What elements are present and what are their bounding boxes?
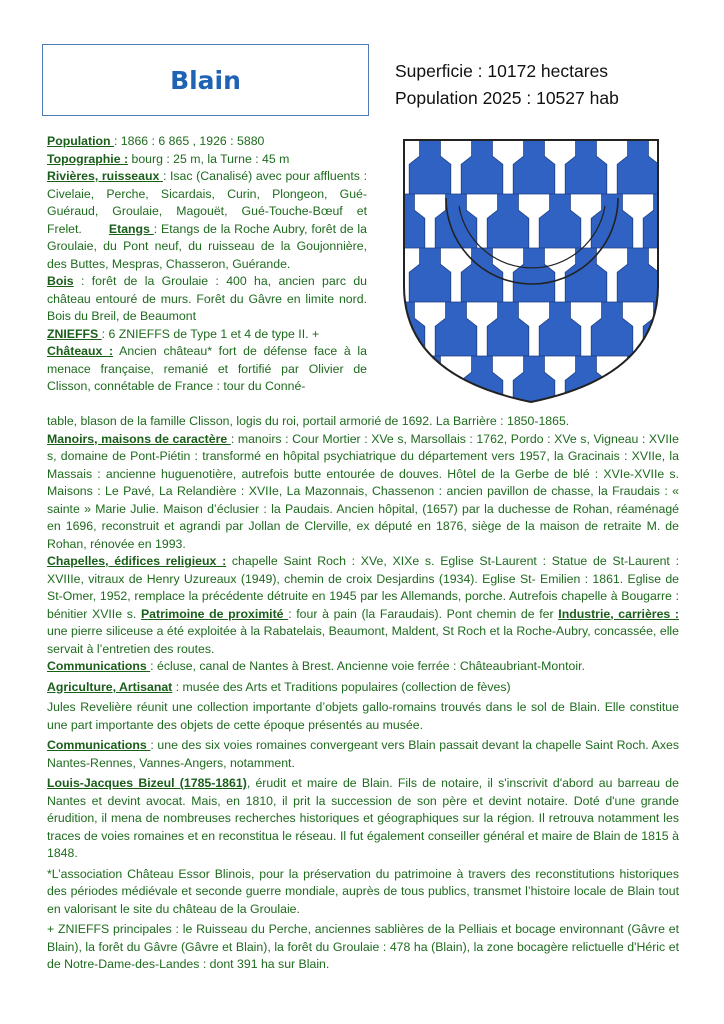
vair-pane <box>669 356 676 406</box>
bizeul-paragraph <box>47 775 679 863</box>
vair-pane <box>669 248 676 302</box>
superficie: Superficie : 10172 hectares <box>395 61 609 81</box>
chateaux-label: Châteaux : <box>47 344 114 358</box>
znieffs-principales-paragraph: + ZNIEFFS principales : le Ruisseau du Perche, anciennes sablières de la Pelliais et bocage environnant (Gâvre et Blain), la forêt du Gâvre (Gâvre et Blain), la forêt du Groulaie : 478 ha (Blain), la zone bocagère relictuelle d'Héric et de Notre-Dame-des-Landes : dont 391 ha sur Blain. <box>47 922 679 971</box>
chapelles-label: Chapelles, édifices religieux : <box>47 554 227 568</box>
communications-2-paragraph <box>47 737 679 772</box>
population-text: : 1866 : 6 865 , 1926 : 5880 <box>113 134 265 148</box>
bois-line <box>47 273 367 326</box>
agriculture-label: Agriculture, Artisanat <box>47 679 173 694</box>
bizeul-text: , érudit et maire de Blain. Fils de notaire, il s'inscrivit d'abord au barreau de Nantes et devint avocat. Mais, en 1810, il prit la succession de son père et devint notaire. Doté d'une grande érudition, il mena de nombreuses recherches historiques et géographiques sur la région. Il retrouva notamment les traces de voies romaines et en reconstitua le réseau. Il fut également conseiller général et maire de Blain de 1815 à 1848. <box>47 776 679 860</box>
rivieres-text: : Isac (Canalisé) avec pour affluents : Civelaie, Perche, Sicardais, Curin, Plongeon, Gué-Guéraud, Groulaie, Magouët, Gué-Touche-Bœuf et Frelet. <box>47 169 367 236</box>
vair-pane <box>386 248 399 302</box>
topographie-label: Topographie : <box>47 151 129 166</box>
patrimoine-text: : four à pain (la Faraudais). Pont chemin de fer <box>288 606 559 621</box>
title-box <box>42 44 369 116</box>
communications-1-text: : écluse, canal de Nantes à Brest. Ancienne voie ferrée : Châteaubriant-Montoir. <box>150 659 585 673</box>
chateaux-continued: table, blason de la famille Clisson, logis du roi, portail armorié de 1692. La Barrière : 1850-1865. <box>47 414 570 428</box>
etangs-label: Etangs <box>108 221 154 236</box>
vair-pane <box>669 140 676 194</box>
communications-2-label: Communications <box>47 738 151 752</box>
agriculture-line <box>47 679 679 697</box>
communications-1-label: Communications <box>47 659 151 673</box>
topographie-line <box>47 151 367 169</box>
reveliere-paragraph: Jules Revelière réunit une collection importante d’objets gallo-romains trouvés dans le sol de Blain. Elle constitue une part importante des objets de cette époque présentés au musée. <box>47 700 679 732</box>
population-2025: Population 2025 : 10527 hab <box>395 88 619 108</box>
bizeul-label: Louis-Jacques Bizeul (1785-1861) <box>47 776 247 790</box>
industrie-label: Industrie, carrières : <box>558 606 679 621</box>
bois-text: : forêt de la Groulaie : 400 ha, ancien parc du château entouré de murs. Forêt du Gâvre en limite nord. Bois du Breil, de Beaumont <box>47 274 367 323</box>
agriculture-text: : musée des Arts et Traditions populaires (collection de fèves) <box>172 679 511 694</box>
manoirs-text: : manoirs : Cour Mortier : XVe s, Marsollais : 1762, Pordo : XVe s, Vigneau : XVIIe s, domaine de Pont-Piétin : transformé en hôpital psychiatrique du département vers 1957, la Gracinais : XVIIe, la Massais : ancienne huguenotière, autrefois butte entourée de douves. Hôtel de la Gerbe de blé : XVIe-XVIIe s. Maisons : Le Pavé, La Relandière : XVIIe, La Mazonnais, Chassenon : ancien pavillon de chasse, la Fraudais : « sainte » Marie Julie. Maison d’éclusier : la Paudais. Ancien hôpital, (1657) par la duchesse de Rohan, réaménagé en 1696, reconstruit et agrandi par Jollan de Clerville, ex député en 1876, siège de la maison de retraite M. de Rohan, rénovée en 1993. <box>47 431 679 551</box>
manoirs-paragraph <box>47 431 679 554</box>
etangs-text: : Etangs de la Roche Aubry, forêt de la Groulaie, du Pont neuf, du ruisseau de la Goujonnière, des Buttes, Mespras, Chasseron, Guérande. <box>47 221 367 271</box>
znieffs-label: ZNIEFFS <box>47 326 102 341</box>
main-column <box>47 413 679 974</box>
vair-pane <box>386 356 399 406</box>
chapelles-text: chapelle Saint Roch : XVe, XIXe s. Eglise St-Laurent : Statue de St-Laurent : XVIIIe, vitraux de Henry Uzureaux (1949), chemin de croix Desjardins (1934). Eglise St- Emilien : 1861. Eglise de St-Omer, 1952, remplace la précédente détruite en 1945 par les Allemands, porche. Autrefois chapelle à Bougarre : bénitier XVIIe s. <box>47 554 679 621</box>
left-column <box>47 133 367 396</box>
industrie-text: une pierre siliceuse a été exploitée à la Rabatelais, Beaumont, Maldent, St Roch et la Roche-Aubry, concassée, elle servait à l’entretien des routes. <box>47 624 679 656</box>
coat-of-arms-vair-crescent-icon <box>386 136 676 406</box>
vair-pane <box>386 140 399 194</box>
topographie-text: bourg : 25 m, la Turne : 45 m <box>128 151 290 166</box>
rivieres-label: Rivières, ruisseaux <box>47 169 163 183</box>
chateaux-text: Ancien château* fort de défense face à la menace française, remanié et fortifié par Olivier de Clisson, connétable de France : tour du Conné- <box>47 344 367 393</box>
znieffs-text: : 6 ZNIEFFS de Type 1 et 4 de type II. + <box>101 326 320 341</box>
communications-1-line <box>47 658 679 676</box>
communications-2-text: : une des six voies romaines convergeant vers Blain passait devant la chapelle Saint Roch. Axes Nantes-Rennes, Vannes-Angers, notamment. <box>47 738 679 770</box>
population-label: Population <box>47 134 114 148</box>
page-title: Blain <box>170 65 241 95</box>
commune-stats <box>395 58 619 112</box>
znieffs-line <box>47 326 367 344</box>
association-paragraph: *L’association Château Essor Blinois, pour la préservation du patrimoine à travers des reconstitutions historiques des périodes médiévale et seconde guerre mondiale, auprès de tous publics, transmet l’histoire locale de Blain tout en valorisant le site du château de la Groulaie. <box>47 866 679 916</box>
manoirs-label: Manoirs, maisons de caractère <box>47 431 231 446</box>
population-line <box>47 133 367 151</box>
bois-label: Bois <box>47 274 74 288</box>
chapelles-paragraph <box>47 553 679 658</box>
chateaux-line <box>47 343 367 396</box>
rivieres-line <box>47 168 367 273</box>
patrimoine-label: Patrimoine de proximité <box>140 606 289 621</box>
